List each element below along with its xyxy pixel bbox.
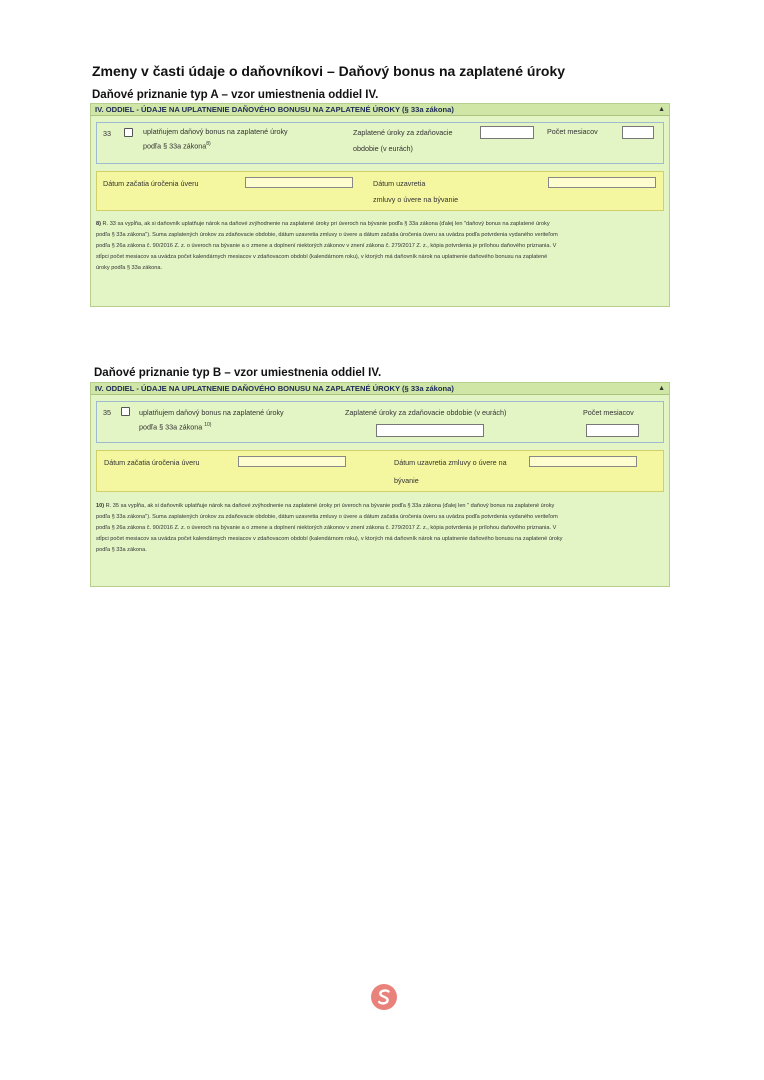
note-line: stĺpci počet mesiacov sa uvádza počet kalendárnych mesiacov v zdaňovacom období (kalendárnom roku), v ktorých má daňovník nárok na uplatnenie daňového bonusu na zaplatené úroky [96, 536, 563, 542]
paid-interest-input[interactable] [376, 424, 484, 437]
start-date-label: Dátum začatia úročenia úveru [104, 458, 200, 467]
section-b-title: Daňové priznanie typ B – vzor umiestnenia oddiel IV. [94, 367, 382, 379]
section-a-claim-row [96, 122, 664, 164]
section-b-note [96, 501, 664, 556]
months-input[interactable] [622, 126, 654, 139]
contract-date-label-line1: Dátum uzavretia zmluvy o úvere na [394, 458, 507, 467]
paid-interest-label-line1: Zaplatené úroky za zdaňovacie [353, 128, 453, 137]
chevron-up-icon[interactable]: ▲ [658, 385, 665, 392]
section-a-title: Daňové priznanie typ A – vzor umiestnenia oddiel IV. [92, 89, 379, 101]
footnote-ref: 8) [206, 141, 211, 147]
section-b-header-text: IV. ODDIEL - ÚDAJE NA UPLATNENIE DAŇOVÉHO BONUSU NA ZAPLATENÉ ÚROKY (§ 33a zákona) [95, 384, 454, 393]
note-line: 10) R. 35 sa vypĺňa, ak si daňovník uplatňuje nárok na daňové zvýhodnenie na zaplatené úroky pri úveroch na bývanie podľa § 33a zákona (ďalej len " daňový bonus na zaplatené úroky [96, 503, 555, 509]
note-line: podľa § 33a zákona. [96, 547, 147, 553]
claim-checkbox[interactable] [121, 407, 130, 416]
note-line: podľa § 26a zákona č. 90/2016 Z. z. o úveroch na bývanie a o zmene a doplnení niektorých zákonov v znení zákona č. 279/2017 Z. z., kópia potvrdenia je prílohou daňového priznania. V [96, 243, 557, 249]
note-line: stĺpci počet mesiacov sa uvádza počet kalendárnych mesiacov v zdaňovacom období (kalendárnom roku), v ktorých má daňovník nárok na uplatnenie daňového bonusu na zaplatené [96, 254, 548, 260]
section-b-date-row [96, 450, 664, 492]
claim-label-line2: podľa § 33a zákona$^{8)}$ [143, 141, 211, 151]
row-number: 35 [103, 408, 111, 417]
paid-interest-label: Zaplatené úroky za zdaňovacie obdobie (v eurách) [345, 408, 507, 417]
section-a-date-row [96, 171, 664, 211]
paid-interest-label-line2: obdobie (v eurách) [353, 144, 413, 153]
months-label: Počet mesiacov [583, 408, 634, 417]
contract-date-input[interactable] [529, 456, 637, 467]
claim-label-line1: uplatňujem daňový bonus na zaplatené úroky [143, 127, 288, 136]
section-a-note [96, 219, 664, 274]
row-number: 33 [103, 129, 111, 138]
months-input[interactable] [586, 424, 639, 437]
brand-logo-icon [370, 983, 398, 1011]
claim-label-line2: podľa § 33a zákona $^{10)}$ [139, 422, 212, 432]
note-line: podľa § 26a zákona č. 90/2016 Z. z. o úveroch na bývanie a o zmene a doplnení niektorých zákonov v znení zákona č. 279/2017 Z. z., kópia potvrdenia je prílohou daňového priznania. V [96, 525, 557, 531]
contract-date-input[interactable] [548, 177, 656, 188]
note-line: podľa § 33a zákona"). Suma zaplatených úrokov za zdaňovacie obdobie, dátum uzavretia zmluvy o úvere a dátum začatia úročenia úveru sa uvádza podľa potvrdenia vydaného veriteľom [96, 514, 558, 520]
start-date-label: Dátum začatia úročenia úveru [103, 179, 199, 188]
section-a-header[interactable] [91, 104, 669, 116]
start-date-input[interactable] [238, 456, 346, 467]
months-label: Počet mesiacov [547, 127, 598, 136]
claim-checkbox[interactable] [124, 128, 133, 137]
start-date-input[interactable] [245, 177, 353, 188]
note-line: podľa § 33a zákona"). Suma zaplatených úrokov za zdaňovacie obdobie, dátum uzavretia zmluvy o úvere a dátum začatia úročenia úveru sa uvádza podľa potvrdenia vydaného veriteľom [96, 232, 558, 238]
contract-date-label-line2: bývanie [394, 476, 419, 485]
claim-label-line1: uplatňujem daňový bonus na zaplatené úroky [139, 408, 284, 417]
paid-interest-input[interactable] [480, 126, 534, 139]
section-a-header-text: IV. ODDIEL - ÚDAJE NA UPLATNENIE DAŇOVÉHO BONUSU NA ZAPLATENÉ ÚROKY (§ 33a zákona) [95, 105, 454, 114]
note-line: úroky podľa § 33a zákona. [96, 265, 163, 271]
section-b-claim-row [96, 401, 664, 443]
footnote-ref: 10) [204, 422, 212, 428]
page-title: Zmeny v časti údaje o daňovníkovi – Daňový bonus na zaplatené úroky [92, 63, 566, 79]
contract-date-label-line1: Dátum uzavretia [373, 179, 426, 188]
section-b-panel [90, 382, 670, 587]
section-a-panel [90, 103, 670, 307]
section-b-header[interactable] [91, 383, 669, 395]
contract-date-label-line2: zmluvy o úvere na bývanie [373, 195, 459, 204]
note-line: 8) R. 33 sa vypĺňa, ak si daňovník uplatňuje nárok na daňové zvýhodnenie na zaplatené úroky pri úveroch na bývanie podľa § 33a zákona (ďalej len "daňový bonus na zaplatené úroky [96, 221, 550, 227]
chevron-up-icon[interactable]: ▲ [658, 106, 665, 113]
